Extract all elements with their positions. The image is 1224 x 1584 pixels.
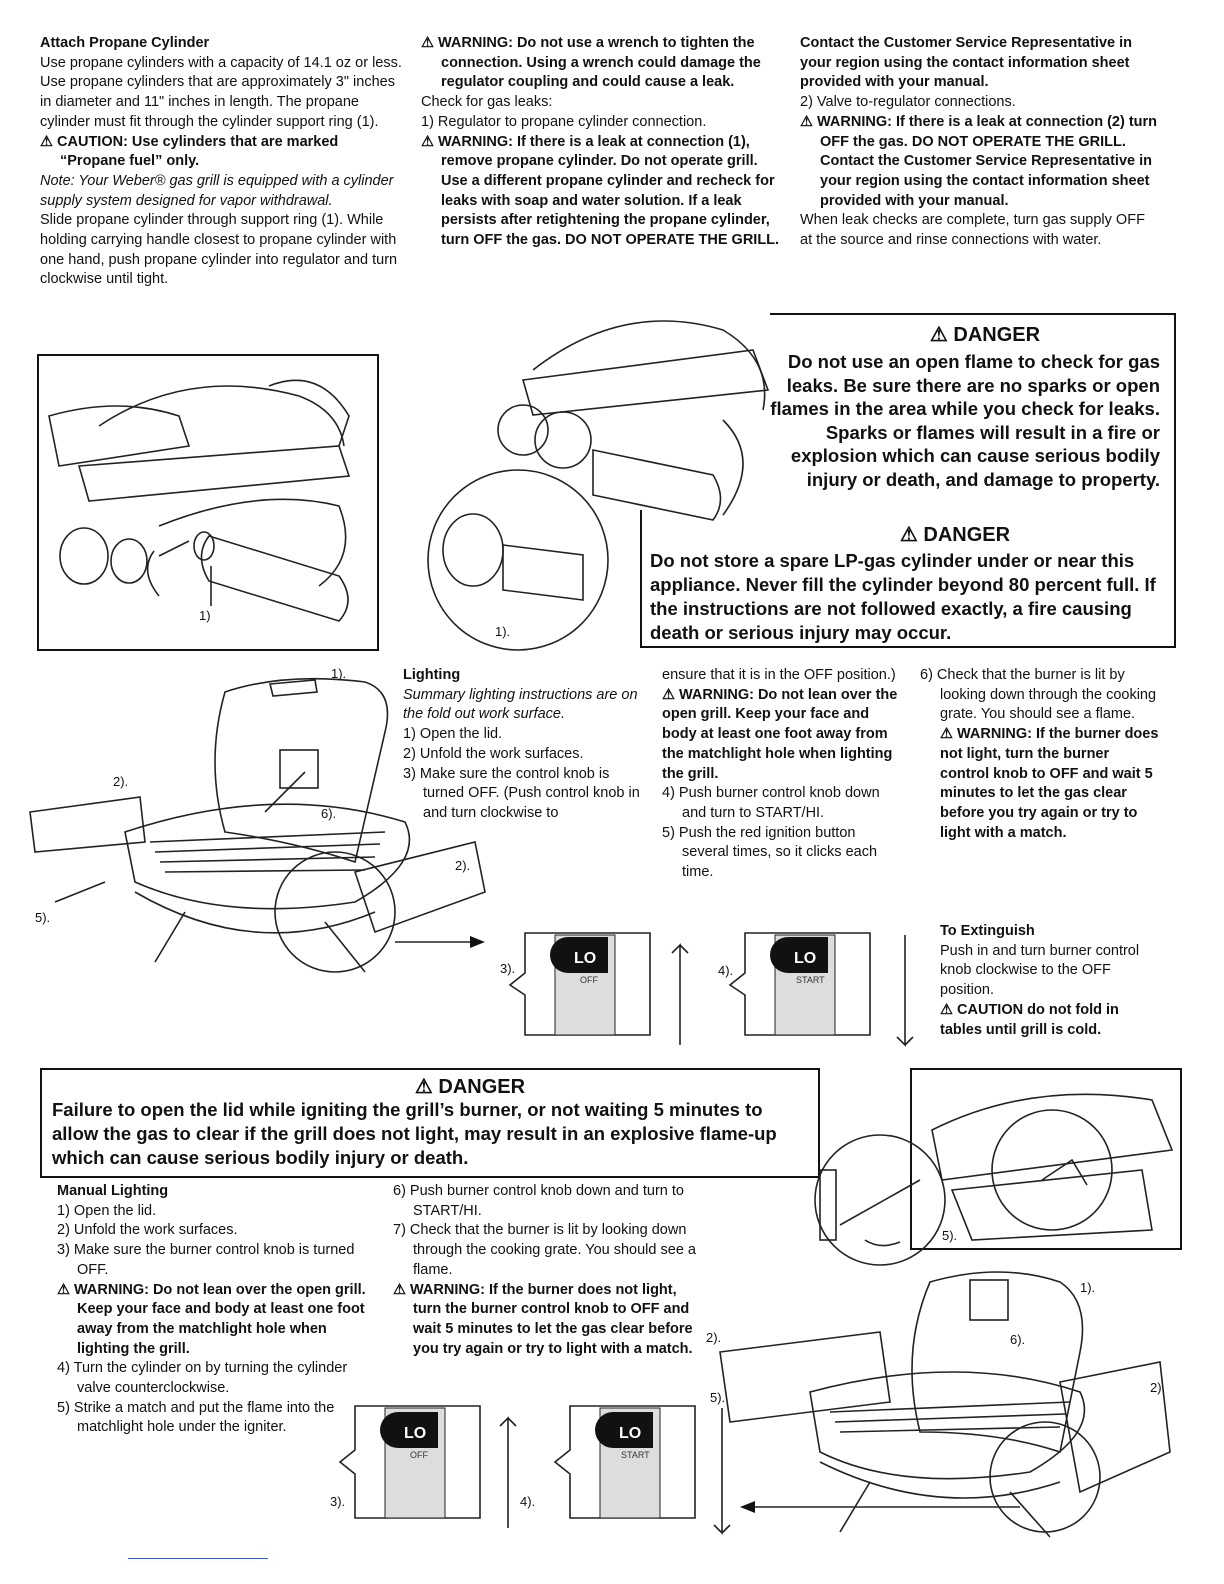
section-heading: Attach Propane Cylinder xyxy=(40,35,210,51)
paragraph: ensure that it is in the OFF position.) xyxy=(662,667,896,683)
callout-label: 1). xyxy=(331,666,347,681)
list-item: 2) Valve to-regulator connections. xyxy=(800,94,1016,111)
callout-label: 6). xyxy=(321,806,337,821)
caution-text: ⚠ CAUTION do not fold in tables until grill is cold. xyxy=(940,1001,1119,1038)
paragraph: Slide propane cylinder through support ring (1). While holding carrying handle closest to propane cylinder with one hand, push propane cylinder into regulator and turn clockwise until tight. xyxy=(40,212,398,288)
lighting-section-step6 xyxy=(920,666,1160,843)
list-item: 5) Strike a match and put the flame into the matchlight hole under the igniter. xyxy=(57,1399,335,1436)
contact-section xyxy=(800,34,1160,251)
attach-cylinder-section xyxy=(40,34,402,290)
callout-label: 2). xyxy=(455,858,471,873)
note-text: Note: Your Weber® gas grill is equipped with a cylinder supply system designed for vapor withdrawal. xyxy=(40,172,394,209)
callout-label: 5). xyxy=(710,1390,726,1405)
summary-text: Summary lighting instructions are on the fold out work surface. xyxy=(403,686,638,723)
caution-text: ⚠ CAUTION: Use cylinders that are marked “Propane fuel” only. xyxy=(40,133,339,170)
list-item: 1) Regulator to propane cylinder connection. xyxy=(421,113,707,130)
knob-lo-label: LO xyxy=(404,1425,427,1442)
lighting-section xyxy=(403,666,643,824)
callout-label: 4). xyxy=(520,1494,536,1509)
callout-label: 2). xyxy=(113,774,129,789)
paragraph: Check for gas leaks: xyxy=(421,94,553,111)
list-item: 6) Push burner control knob down and turn to START/HI. xyxy=(393,1183,684,1219)
callout-label: 2). xyxy=(1150,1380,1166,1395)
divider xyxy=(770,313,1176,315)
knob-off-label: OFF xyxy=(580,975,598,985)
extinguish-section xyxy=(940,922,1162,1040)
danger-text: Do not use an open flame to check for gas leaks. Be sure there are no sparks or open flames in the area while you check for leaks. Sparks or flames will result in a fire or explosion which can cause serious bodily injury or death, and damage to property. xyxy=(770,351,1160,490)
knob-lo-label: LO xyxy=(574,950,597,967)
list-item: 3) Make sure the burner control knob is turned OFF. xyxy=(57,1242,355,1278)
divider xyxy=(640,510,642,648)
list-item: 7) Check that the burner is lit by looking down through the cooking grate. You should see a flame. xyxy=(393,1222,696,1278)
list-item: 1) Open the lid. xyxy=(403,726,503,743)
list-item: 2) Unfold the work surfaces. xyxy=(57,1222,238,1239)
illustration-attach-cylinder xyxy=(37,354,379,651)
callout-label: 1). xyxy=(495,624,511,639)
danger-title: ⚠ DANGER xyxy=(414,1076,526,1098)
warning-text: ⚠ WARNING: If there is a leak at connection (1), remove propane cylinder. Do not operate grill. Use a different propane cylinder and recheck for leaks with soap and water solution. If a leak persists after retightening the propane cylinder, turn OFF the gas. DO NOT OPERATE THE GRILL. xyxy=(421,133,780,249)
manual-lighting-section-cont xyxy=(393,1182,708,1359)
list-item: 1) Open the lid. xyxy=(57,1202,157,1219)
warning-text: ⚠ WARNING: Do not lean over the open grill. Keep your face and body at least one foot away from the matchlight hole when lighting the grill. xyxy=(57,1281,366,1357)
contact-text: Contact the Customer Service Representative in your region using the contact information sheet provided with your manual. xyxy=(800,35,1132,91)
knob-lo-label: LO xyxy=(794,950,817,967)
warning-text: ⚠ WARNING: Do not lean over the open grill. Keep your face and body at least one foot away from the matchlight hole when lighting the grill. xyxy=(662,686,898,782)
callout-label: 1). xyxy=(1080,1280,1096,1295)
callout-label: 3). xyxy=(330,1494,346,1509)
danger-title: ⚠ DANGER xyxy=(899,524,1011,546)
callout-label: 5). xyxy=(942,1228,958,1243)
leak-check-section xyxy=(421,34,781,251)
illustration-manual-grill xyxy=(700,1262,1220,1552)
warning-text: ⚠ WARNING: If there is a leak at connection (2) turn OFF the gas. DO NOT OPERATE THE GRILL. Contact the Customer Service Representative in your region using the contact information sheet provided with your manual. xyxy=(800,113,1158,209)
callout-label: 2). xyxy=(706,1330,722,1345)
knob-diagrams-lighting xyxy=(500,925,920,1055)
knob-start-label: START xyxy=(621,1450,650,1460)
footer-rule xyxy=(128,1558,268,1559)
list-item: 4) Turn the cylinder on by turning the cylinder valve counterclockwise. xyxy=(57,1360,348,1397)
knob-diagrams-manual xyxy=(330,1398,740,1548)
paragraph: Push in and turn burner control knob clockwise to the OFF position. xyxy=(940,942,1140,999)
warning-text: ⚠ WARNING: Do not use a wrench to tighten the connection. Using a wrench could damage the regulator coupling and could cause a leak. xyxy=(421,35,761,91)
grill-cylinder-drawing xyxy=(39,356,377,649)
list-item: 2) Unfold the work surfaces. xyxy=(403,745,584,762)
danger-text: Do not store a spare LP-gas cylinder under or near this appliance. Never fill the cylinder beyond 80 percent full. If the instructions are not followed exactly, a fire causing death or serious injury may occur. xyxy=(650,550,1156,643)
callout-label: 6). xyxy=(1010,1332,1026,1347)
callout-label: 4). xyxy=(718,963,734,978)
knob-lo-label: LO xyxy=(619,1425,642,1442)
section-heading: To Extinguish xyxy=(940,923,1035,939)
knob-off-label: OFF xyxy=(410,1450,428,1460)
danger-title: ⚠ DANGER xyxy=(929,324,1041,346)
callout-label: 3). xyxy=(500,961,516,976)
warning-text: ⚠ WARNING: If the burner does not light, turn the burner control knob to OFF and wait 5 minutes to let the gas clear before you try again or try to light with a match. xyxy=(393,1281,693,1357)
danger-text: Failure to open the lid while igniting the grill’s burner, or not waiting 5 minutes to allow the gas to clear if the grill does not light, may result in an explosive flame-up which can cause serious bodily injury or death. xyxy=(52,1099,777,1168)
paragraph: When leak checks are complete, turn gas supply OFF at the source and rinse connections with water. xyxy=(800,212,1145,249)
illustration-match-hand xyxy=(780,1130,980,1270)
list-item: 4) Push burner control knob down and turn to START/HI. xyxy=(662,785,880,821)
lighting-section-cont xyxy=(662,666,902,883)
callout-label: 5). xyxy=(35,910,51,925)
callout-label: 1) xyxy=(199,608,211,623)
list-item: 6) Check that the burner is lit by looking down through the cooking grate. You should see a flame. xyxy=(920,667,1157,723)
paragraph: Use propane cylinders with a capacity of 14.1 oz or less. Use propane cylinders that are approximately 3" inches in diameter and 11" inches in length. The propane cylinder must fit through the cylinder support ring (1). xyxy=(40,54,402,130)
manual-lighting-section xyxy=(57,1182,375,1438)
section-heading: Lighting xyxy=(403,667,461,683)
warning-text: ⚠ WARNING: If the burner does not light, turn the burner control knob to OFF and wait 5 minutes to let the gas clear before you try again or try to light with a match. xyxy=(940,726,1159,841)
section-heading: Manual Lighting xyxy=(57,1183,169,1199)
list-item: 5) Push the red ignition button several times, so it clicks each time. xyxy=(662,824,878,881)
knob-start-label: START xyxy=(796,975,825,985)
list-item: 3) Make sure the control knob is turned OFF. (Push control knob in and turn clockwise to xyxy=(403,765,640,821)
